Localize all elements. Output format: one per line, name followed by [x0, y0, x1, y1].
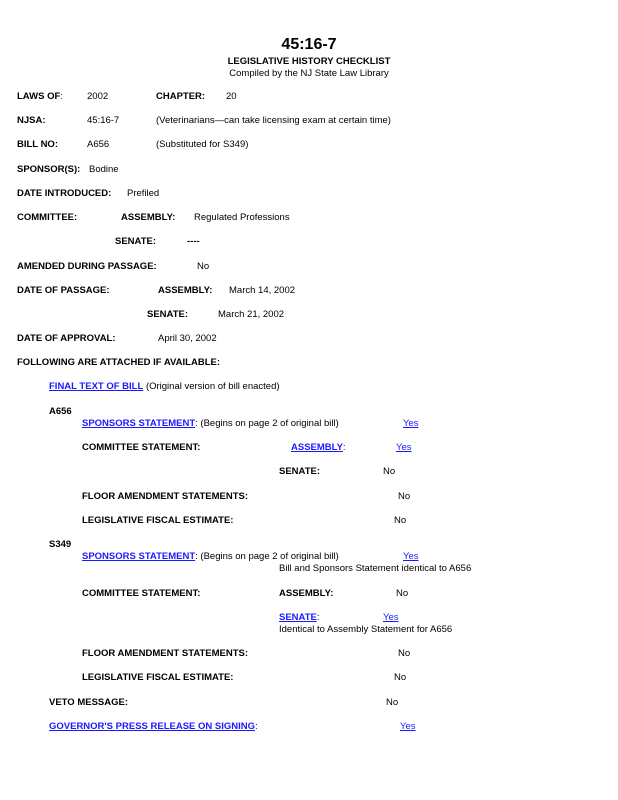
s349-senate-yes-link[interactable]: Yes	[383, 612, 399, 623]
a656-assembly-link[interactable]: ASSEMBLY	[291, 442, 343, 453]
final-text-note: (Original version of bill enacted)	[145, 381, 280, 392]
laws-of-label: LAWS OF	[17, 91, 61, 102]
s349-assembly-value: No	[396, 588, 409, 599]
committee-assembly-label: ASSEMBLY:	[121, 212, 176, 223]
s349-senate-colon: :	[316, 612, 320, 623]
s349-floor-label: FLOOR AMENDMENT STATEMENTS:	[82, 648, 249, 659]
s349-label: S349	[49, 539, 72, 550]
s349-sponsors-identical-note: Bill and Sponsors Statement identical to A656	[279, 563, 472, 574]
amended-label: AMENDED DURING PASSAGE:	[17, 261, 157, 272]
final-text-link[interactable]: FINAL TEXT OF BILL	[49, 381, 144, 392]
checklist-subtitle: LEGISLATIVE HISTORY CHECKLIST	[227, 56, 391, 67]
chapter-label: CHAPTER:	[156, 91, 206, 102]
a656-fiscal-label: LEGISLATIVE FISCAL ESTIMATE:	[82, 515, 234, 526]
page-title: 45:16-7	[281, 36, 337, 53]
sponsors-value: Bodine	[89, 164, 119, 175]
governor-row	[49, 721, 258, 733]
a656-assembly-row	[291, 442, 346, 454]
passage-assembly-value: March 14, 2002	[229, 285, 296, 296]
attached-label: FOLLOWING ARE ATTACHED IF AVAILABLE:	[17, 357, 220, 368]
s349-sponsors-row	[82, 551, 339, 563]
a656-label: A656	[49, 406, 72, 417]
laws-of-colon: :	[60, 91, 63, 102]
s349-sponsors-link[interactable]: SPONSORS STATEMENT	[82, 551, 196, 562]
committee-label: COMMITTEE:	[17, 212, 78, 223]
amended-value: No	[197, 261, 210, 272]
a656-sponsors-note: : (Begins on page 2 of original bill)	[195, 418, 339, 429]
passage-senate-value: March 21, 2002	[218, 309, 285, 320]
veto-label: VETO MESSAGE:	[49, 697, 129, 708]
committee-senate-label: SENATE:	[115, 236, 156, 247]
a656-sponsors-row	[82, 418, 339, 430]
a656-committee-label: COMMITTEE STATEMENT:	[82, 442, 201, 453]
s349-senate-row	[279, 612, 319, 624]
s349-senate-identical-note: Identical to Assembly Statement for A656	[279, 624, 453, 635]
a656-assembly-yes-link[interactable]: Yes	[396, 442, 412, 453]
veto-value: No	[386, 697, 399, 708]
s349-floor-value: No	[398, 648, 411, 659]
s349-sponsors-note: : (Begins on page 2 of original bill)	[195, 551, 339, 562]
s349-fiscal-label: LEGISLATIVE FISCAL ESTIMATE:	[82, 672, 234, 683]
passage-label: DATE OF PASSAGE:	[17, 285, 110, 296]
committee-senate-value: ----	[187, 236, 200, 247]
a656-sponsors-yes-link[interactable]: Yes	[403, 418, 419, 429]
njsa-label: NJSA:	[17, 115, 46, 126]
a656-senate-label: SENATE:	[279, 466, 320, 477]
bill-no-note: (Substituted for S349)	[156, 139, 249, 150]
governor-colon: :	[255, 721, 258, 732]
committee-assembly-value: Regulated Professions	[194, 212, 290, 223]
chapter-value: 20	[226, 91, 237, 102]
laws-of-row	[17, 91, 63, 103]
s349-committee-label: COMMITTEE STATEMENT:	[82, 588, 201, 599]
a656-floor-value: No	[398, 491, 411, 502]
bill-no-value: A656	[87, 139, 110, 150]
s349-assembly-label: ASSEMBLY:	[279, 588, 334, 599]
passage-senate-label: SENATE:	[147, 309, 188, 320]
date-introduced-label: DATE INTRODUCED:	[17, 188, 112, 199]
date-introduced-value: Prefiled	[127, 188, 160, 199]
governor-yes-link[interactable]: Yes	[400, 721, 416, 732]
a656-sponsors-link[interactable]: SPONSORS STATEMENT	[82, 418, 196, 429]
final-text-row	[49, 381, 280, 393]
s349-fiscal-value: No	[394, 672, 407, 683]
approval-value: April 30, 2002	[158, 333, 217, 344]
sponsors-label: SPONSOR(S):	[17, 164, 81, 175]
s349-sponsors-yes-link[interactable]: Yes	[403, 551, 419, 562]
s349-senate-link[interactable]: SENATE	[279, 612, 317, 623]
bill-no-label: BILL NO:	[17, 139, 58, 150]
a656-floor-label: FLOOR AMENDMENT STATEMENTS:	[82, 491, 249, 502]
njsa-value: 45:16-7	[87, 115, 120, 126]
njsa-description: (Veterinarians—can take licensing exam at certain time)	[156, 115, 391, 126]
a656-senate-value: No	[383, 466, 396, 477]
a656-assembly-colon: :	[342, 442, 346, 453]
approval-label: DATE OF APPROVAL:	[17, 333, 116, 344]
passage-assembly-label: ASSEMBLY:	[158, 285, 213, 296]
compiled-by: Compiled by the NJ State Law Library	[229, 68, 389, 79]
a656-fiscal-value: No	[394, 515, 407, 526]
governor-press-release-link[interactable]: GOVERNOR'S PRESS RELEASE ON SIGNING	[49, 721, 256, 732]
laws-of-value: 2002	[87, 91, 109, 102]
